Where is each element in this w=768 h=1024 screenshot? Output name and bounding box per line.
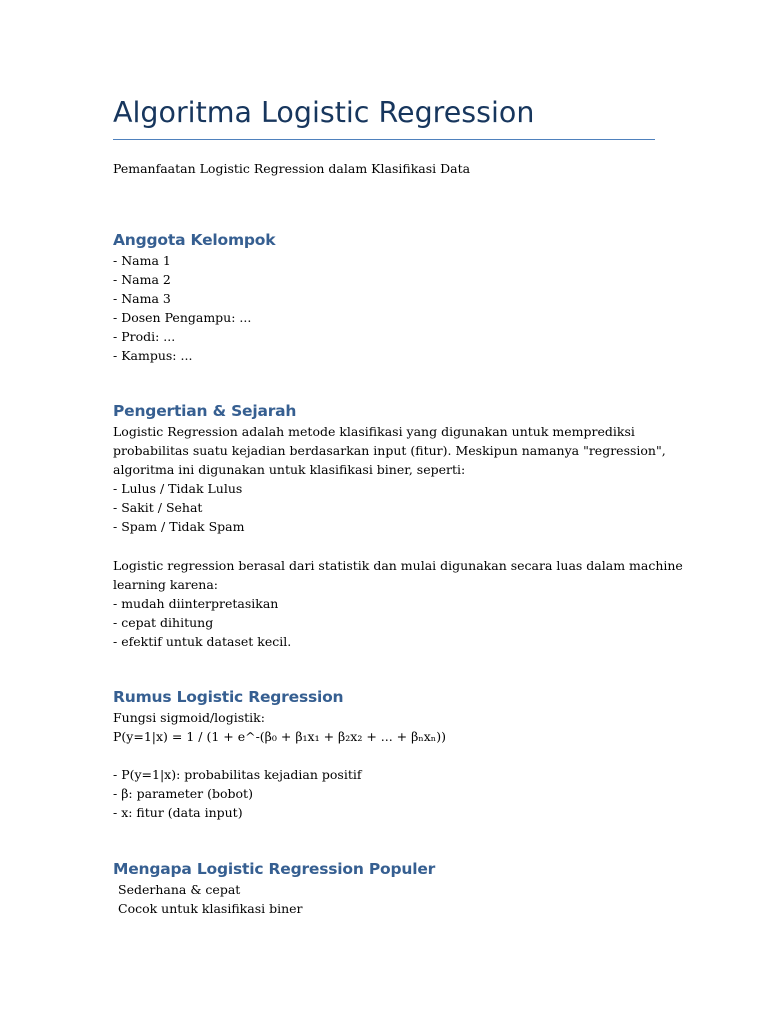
section-anggota-kelompok bbox=[113, 229, 658, 366]
list-item: - Sakit / Sehat bbox=[113, 500, 203, 516]
list-item: - mudah diinterpretasikan bbox=[113, 595, 279, 611]
paragraph-line: Logistic regression berasal dari statistik dan mulai digunakan secara luas dalam machine bbox=[113, 557, 683, 573]
list-item: - Lulus / Tidak Lulus bbox=[113, 481, 243, 497]
section-heading: Pengertian & Sejarah bbox=[113, 402, 297, 420]
document-subtitle: Pemanfaatan Logistic Regression dalam Klasifikasi Data bbox=[113, 161, 471, 176]
paragraph-line: learning karena: bbox=[113, 576, 219, 592]
paragraph-line: Logistic Regression adalah metode klasifikasi yang digunakan untuk memprediksi bbox=[113, 424, 635, 439]
lecturer-line: - Dosen Pengampu: ... bbox=[113, 310, 252, 326]
member-line: - Nama 2 bbox=[113, 272, 171, 288]
title-underline bbox=[113, 139, 655, 140]
section-heading: Rumus Logistic Regression bbox=[113, 688, 344, 706]
section-pengertian-sejarah bbox=[113, 400, 683, 651]
member-line: - Nama 3 bbox=[113, 291, 171, 307]
blank-line bbox=[113, 746, 658, 765]
list-item: - cepat dihitung bbox=[113, 614, 214, 630]
blank-line bbox=[113, 537, 658, 556]
list-item: Sederhana & cepat bbox=[118, 882, 241, 897]
list-item: - x: fitur (data input) bbox=[113, 805, 243, 821]
campus-line: - Kampus: ... bbox=[113, 348, 193, 364]
list-item: - P(y=1|x): probabilitas kejadian positif bbox=[113, 767, 362, 783]
paragraph-line: algoritma ini digunakan untuk klasifikasi biner, seperti: bbox=[113, 462, 466, 478]
list-item: - Spam / Tidak Spam bbox=[113, 519, 245, 535]
document-title: Algoritma Logistic Regression bbox=[113, 96, 535, 129]
section-heading: Mengapa Logistic Regression Populer bbox=[113, 860, 436, 878]
paragraph-line: Fungsi sigmoid/logistik: bbox=[113, 710, 265, 725]
list-item: - β: parameter (bobot) bbox=[113, 786, 253, 802]
formula-line: P(y=1|x) = 1 / (1 + e^-(β₀ + β₁x₁ + β₂x₂ + ... + βₙxₙ)) bbox=[113, 729, 446, 745]
paragraph-line: probabilitas suatu kejadian berdasarkan input (fitur). Meskipun namanya "regression", bbox=[113, 443, 666, 459]
study-program-line: - Prodi: ... bbox=[113, 329, 176, 345]
member-line: - Nama 1 bbox=[113, 253, 171, 268]
list-item: - efektif untuk dataset kecil. bbox=[113, 634, 292, 650]
section-rumus bbox=[113, 686, 658, 823]
section-mengapa-populer bbox=[113, 858, 658, 918]
section-heading: Anggota Kelompok bbox=[113, 231, 276, 249]
list-item: Cocok untuk klasifikasi biner bbox=[118, 901, 303, 917]
